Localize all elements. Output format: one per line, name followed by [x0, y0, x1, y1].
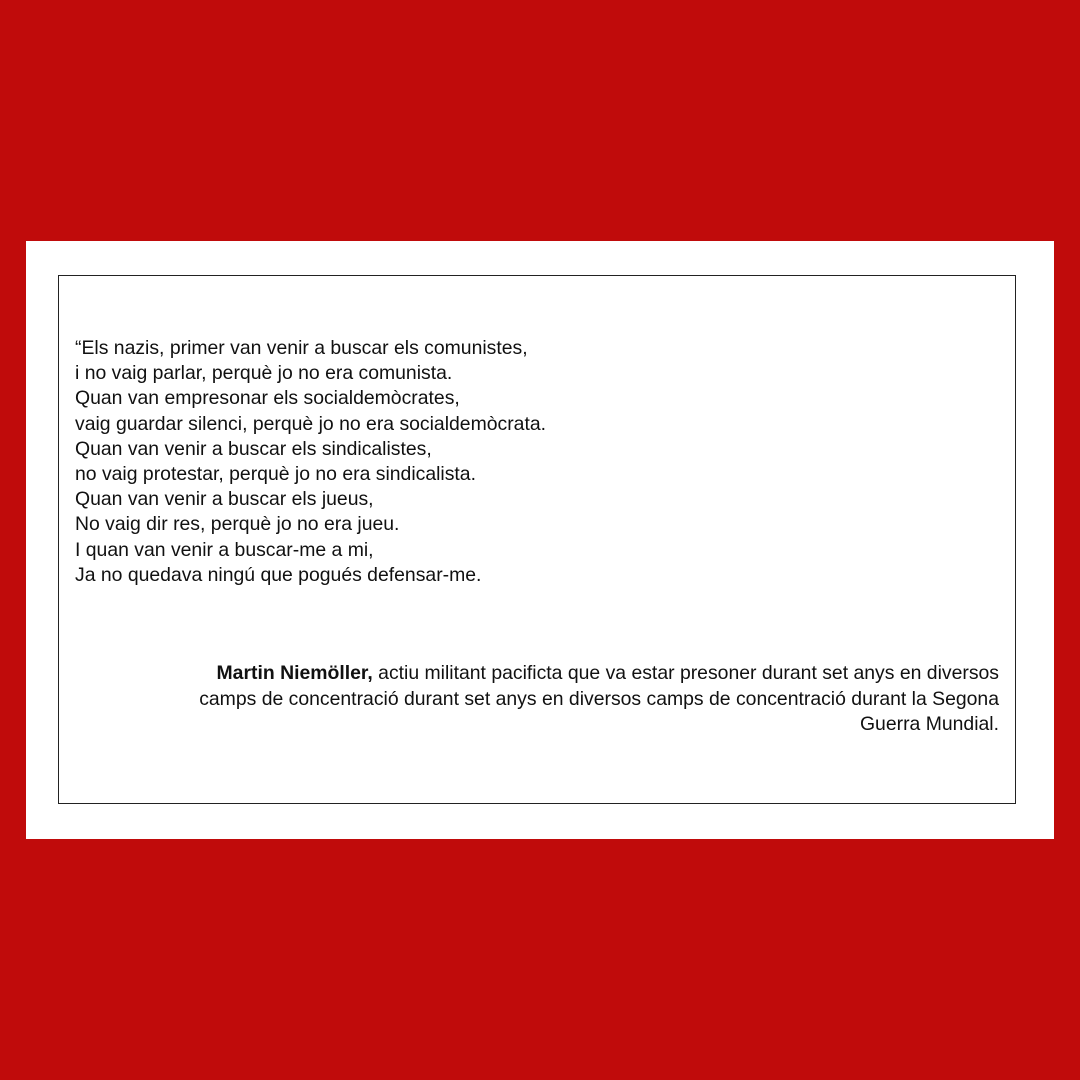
attribution-line: camps de concentració durant set anys en diversos camps de concentració durant la Segona	[199, 687, 999, 710]
quote-line: Ja no quedava ningú que pogués defensar-me.	[75, 563, 482, 586]
quote-line: I quan van venir a buscar-me a mi,	[75, 538, 374, 561]
quote-line: Quan van empresonar els socialdemòcrates,	[75, 387, 460, 410]
quote-line: “Els nazis, primer van venir a buscar els comunistes,	[75, 337, 528, 359]
attribution-text: actiu militant pacificta que va estar presoner durant set anys en diversos	[372, 662, 999, 684]
quote-poem	[75, 336, 546, 588]
attribution-line	[79, 661, 999, 687]
quote-line: Quan van venir a buscar els jueus,	[75, 488, 374, 511]
attribution-line: Guerra Mundial.	[859, 713, 999, 736]
quote-line: no vaig protestar, perquè jo no era sindicalista.	[75, 463, 476, 486]
quote-attribution	[79, 661, 999, 738]
quote-card	[26, 241, 1054, 839]
quote-line: No vaig dir res, perquè jo no era jueu.	[75, 513, 400, 536]
quote-frame	[58, 275, 1016, 804]
quote-line: vaig guardar silenci, perquè jo no era socialdemòcrata.	[75, 412, 547, 435]
quote-line: i no vaig parlar, perquè jo no era comunista.	[75, 362, 453, 385]
quote-line: Quan van venir a buscar els sindicalistes,	[75, 437, 432, 460]
author-name: Martin Niemöller,	[216, 662, 373, 684]
